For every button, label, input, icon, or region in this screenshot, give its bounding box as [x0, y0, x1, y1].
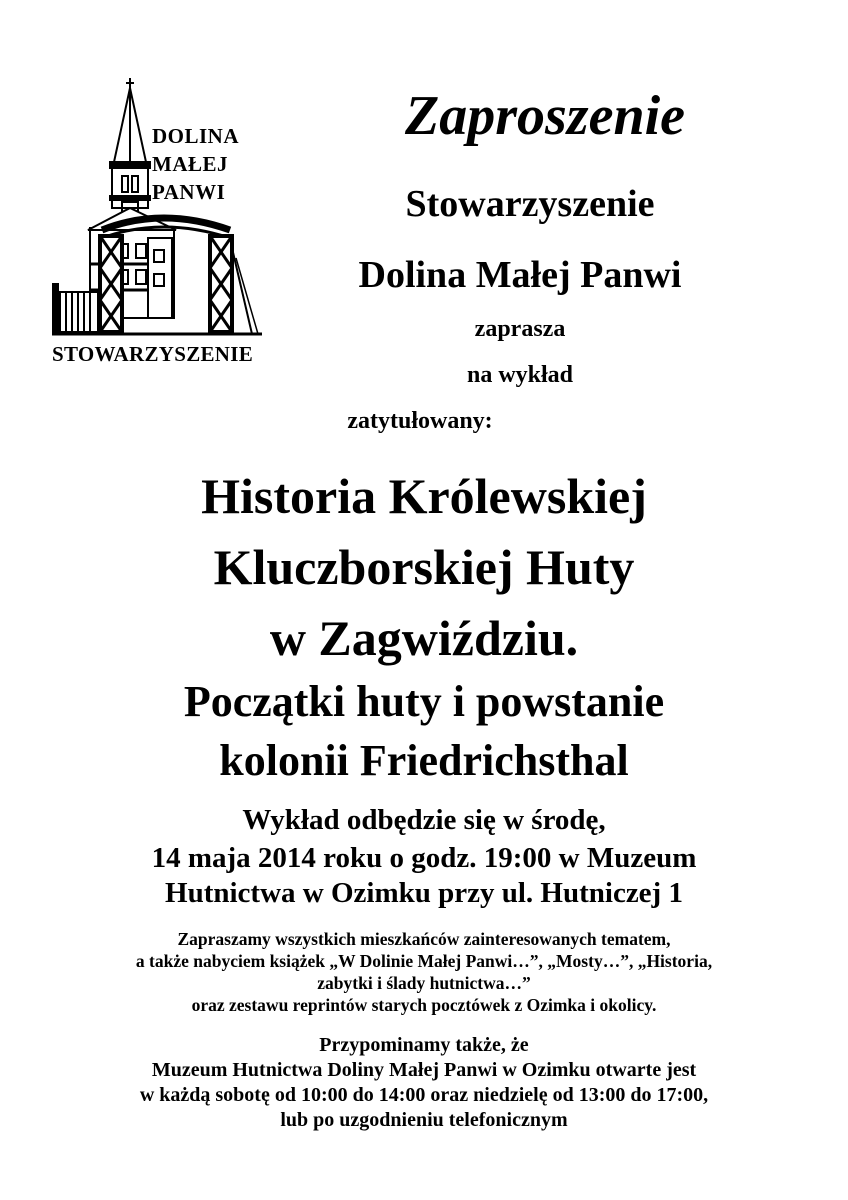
- page-title: Zaproszenie: [405, 85, 685, 147]
- lecture-subtitle-line: Początki huty i powstanie: [183, 677, 665, 726]
- lecture-title-line: Historia Królewskiej: [201, 468, 647, 524]
- invite-line: na wykład: [466, 362, 574, 388]
- invite-line: zatytułowany:: [347, 408, 493, 434]
- logo-caption: STOWARZYSZENIE: [52, 342, 254, 366]
- invitation-paragraph-line: a także nabyciem książek „W Dolinie Małej Panwi…”, „Mosty…”, „Historia,: [135, 951, 713, 971]
- reminder-line: w każdą sobotę od 10:00 do 14:00 oraz niedzielę od 13:00 do 17:00,: [139, 1084, 709, 1106]
- lecture-title-line: Kluczborskiej Huty: [213, 539, 635, 595]
- organizer-line: Stowarzyszenie: [405, 183, 655, 225]
- reminder-line: Muzeum Hutnictwa Doliny Małej Panwi w Ozimku otwarte jest: [151, 1059, 697, 1081]
- event-detail-line: 14 maja 2014 roku o godz. 19:00 w Muzeum: [151, 842, 697, 874]
- reminder-line: Przypominamy także, że: [319, 1034, 529, 1056]
- logo-text-line: MAŁEJ: [152, 152, 228, 176]
- event-detail-line: Hutnictwa w Ozimku przy ul. Hutniczej 1: [165, 877, 683, 909]
- invite-line: zaprasza: [474, 316, 566, 342]
- church-and-gate-icon: [52, 78, 262, 378]
- lecture-title-line: w Zagwiździu.: [269, 610, 579, 666]
- invitation-paragraph-line: zabytki i ślady hutnictwa…”: [317, 973, 531, 993]
- logo-text-line: PANWI: [152, 180, 226, 204]
- logo-text-line: DOLINA: [152, 124, 240, 148]
- organizer-line: Dolina Małej Panwi: [358, 254, 682, 296]
- invitation-paragraph-line: oraz zestawu reprintów starych pocztówek z Ozimka i okolicy.: [191, 995, 657, 1015]
- event-detail-line: Wykład odbędzie się w środę,: [242, 804, 606, 836]
- invitation-paragraph-line: Zapraszamy wszystkich mieszkańców zainteresowanych tematem,: [177, 929, 671, 949]
- reminder-line: lub po uzgodnieniu telefonicznym: [280, 1109, 568, 1131]
- lecture-subtitle-line: kolonii Friedrichsthal: [219, 736, 629, 785]
